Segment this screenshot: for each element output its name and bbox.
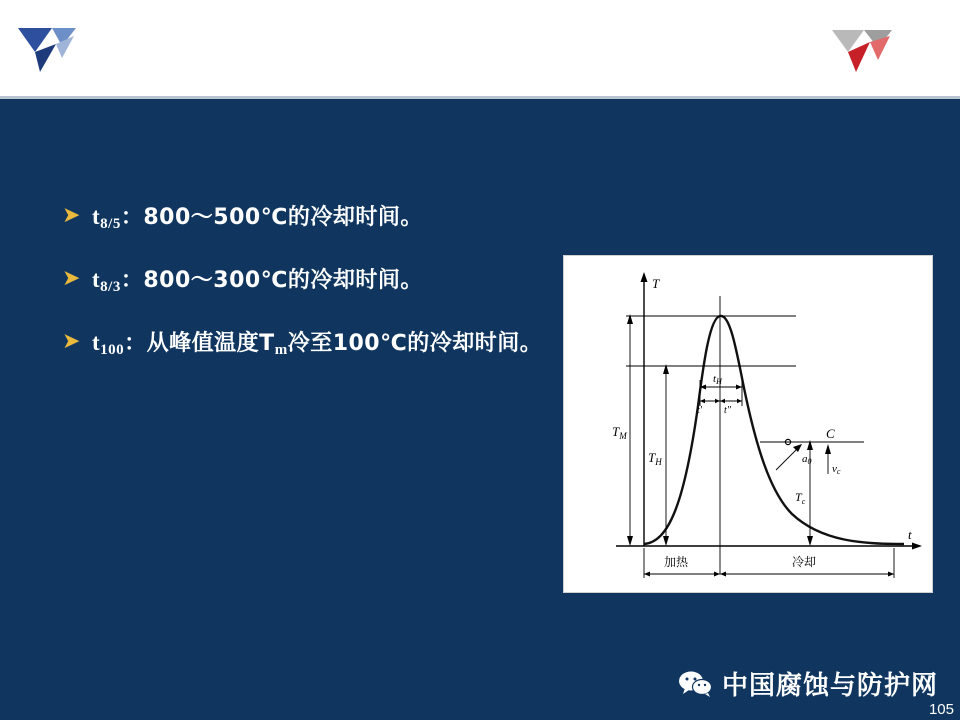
triangle-logo-red-icon (830, 22, 918, 78)
figure-label-TH: $T_H$ (648, 450, 662, 467)
figure-label-a0: a0 (802, 453, 812, 466)
bullet-subscript-2: 8/3 (100, 279, 121, 295)
bullet-symbol-2: t (92, 267, 101, 292)
bullet-symbol-3: t (92, 330, 101, 355)
bullet-arrow-icon: ➤ (62, 265, 81, 290)
figure-label-vc: vc (832, 463, 841, 476)
triangle-logo-blue-icon (16, 22, 88, 78)
figure-label-TM: $T_M$ (612, 424, 627, 441)
bullet-subscript-3: 100 (100, 342, 125, 358)
bullet-text-3 (92, 326, 562, 363)
bullet-subscript-1: 8/5 (100, 216, 121, 232)
list-item (62, 326, 562, 363)
figure-label-tprime: t' (697, 405, 702, 416)
bullet-body-3b: 冷至100℃的冷却时间。 (287, 331, 543, 356)
figure-label-tH: tH (713, 373, 722, 386)
header-band (0, 0, 960, 99)
axis-x-label: t (908, 527, 912, 542)
figure-label-tdoubleprime: t" (724, 405, 731, 416)
wechat-icon (678, 670, 712, 698)
bullet-symbol-1: t (92, 204, 101, 229)
footer (678, 665, 938, 702)
bullet-arrow-icon: ➤ (62, 202, 81, 227)
welding-thermal-cycle-diagram (563, 255, 933, 593)
bullet-arrow-icon: ➤ (62, 328, 81, 353)
footer-text: 中国腐蚀与防护网 (721, 671, 938, 701)
bullet-subscript-3b: m (274, 342, 288, 358)
figure-label-cooling: 冷却 (792, 555, 817, 569)
figure-label-heating: 加热 (664, 555, 689, 569)
bullet-body-3a: ：从峰值温度T (124, 331, 275, 356)
list-item (62, 263, 562, 300)
figure-label-C: C (826, 426, 835, 441)
bullet-text-2 (92, 263, 562, 300)
axis-y-label: T (652, 276, 660, 291)
bullet-body-2: ：800～300℃的冷却时间。 (120, 268, 423, 293)
list-item (62, 200, 562, 237)
bullet-list (62, 200, 562, 389)
bullet-body-1: ：800～500℃的冷却时间。 (120, 205, 423, 230)
bullet-text-1 (92, 200, 562, 237)
page-number: 105 (928, 701, 954, 718)
figure-label-Tc: $T_c$ (795, 490, 806, 506)
